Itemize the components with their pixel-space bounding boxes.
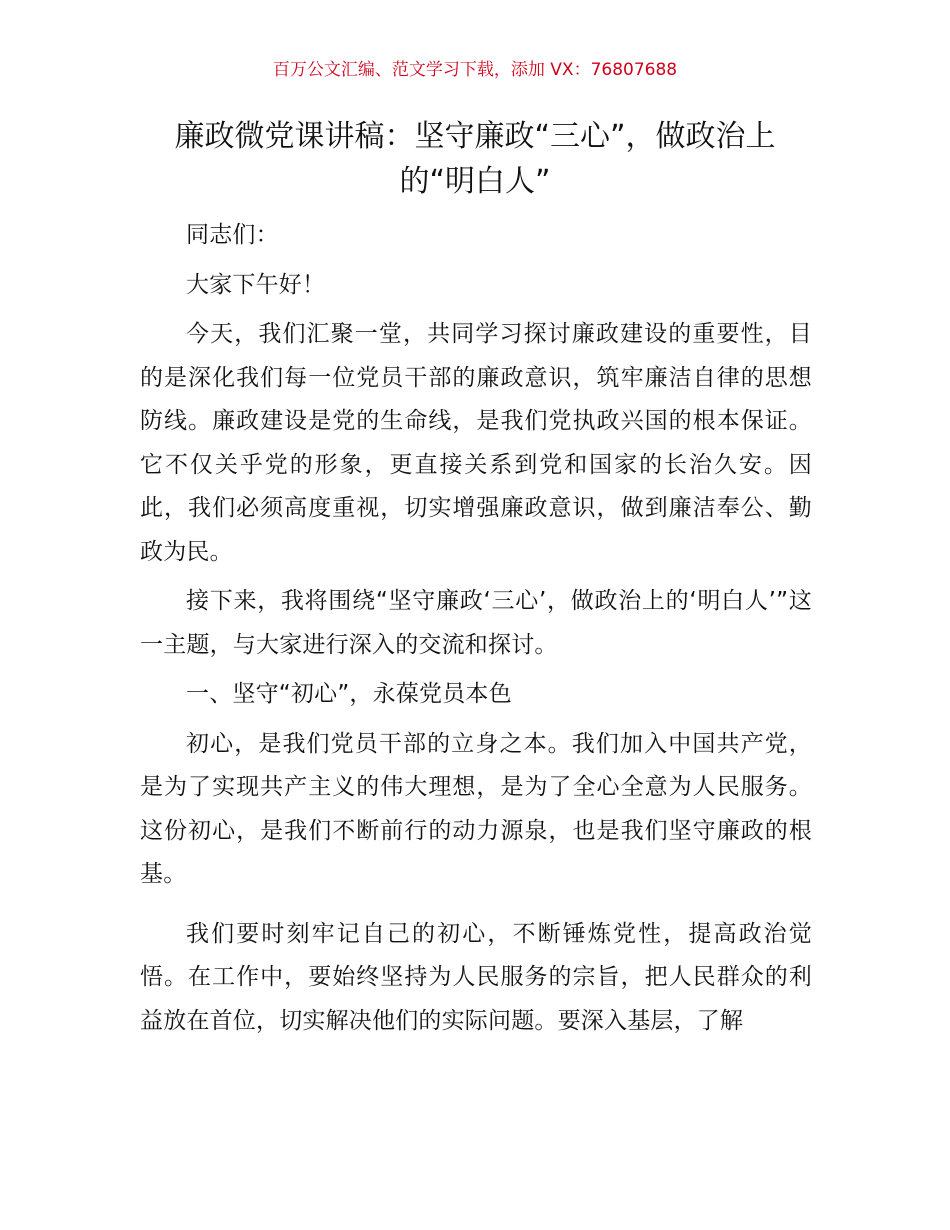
paragraph-topic: 接下来，我将围绕“坚守廉政‘三心’，做政治上的‘明白人’”这一主题，与大家进行深入的交流和探讨。	[140, 588, 812, 658]
paragraph-original-aspiration: 初心，是我们党员干部的立身之本。我们加入中国共产党，是为了实现共产主义的伟大理想，是为了全心全意为人民服务。这份初心，是我们不断前行的动力源泉，也是我们坚守廉政的根基。	[140, 730, 812, 887]
section-heading-1: 一、坚守“初心”，永葆党员本色	[186, 681, 512, 707]
paragraph-remember-aspiration: 我们要时刻牢记自己的初心，不断锤炼党性，提高政治觉悟。在工作中，要始终坚持为人民服务的宗旨，把人民群众的利益放在首位，切实解决他们的实际问题。要深入基层，了解	[140, 920, 812, 1034]
paragraph-intro: 今天，我们汇聚一堂，共同学习探讨廉政建设的重要性，目的是深化我们每一位党员干部的廉政意识，筑牢廉洁自律的思想防线。廉政建设是党的生命线，是我们党执政兴国的根本保证。它不仅关乎党的形象，更直接关系到党和国家的长治久安。因此，我们必须高度重视，切实增强廉政意识，做到廉洁奉公、勤政为民。	[140, 321, 812, 565]
paragraph-greeting: 大家下午好！	[186, 271, 326, 298]
document-title: 廉政微党课讲稿：坚守廉政“三心”，做政治上的“明白人”	[174, 119, 776, 199]
promo-header: 百万公文汇编、范文学习下载，添加 VX：76807688	[272, 60, 678, 80]
document-body	[140, 214, 812, 1043]
paragraph-salutation: 同志们：	[186, 222, 279, 248]
